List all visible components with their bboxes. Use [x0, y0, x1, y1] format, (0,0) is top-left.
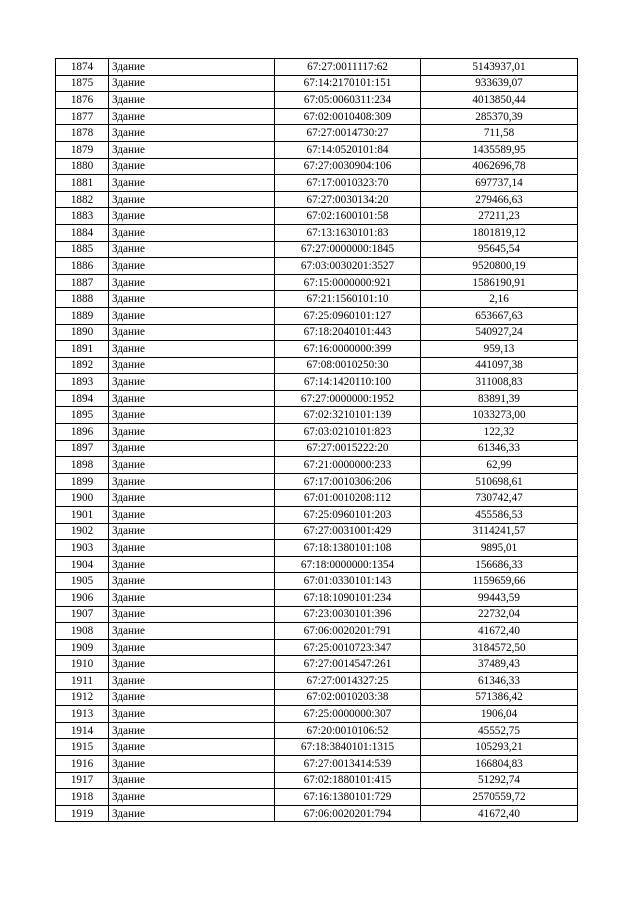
object-type-cell: Здание	[109, 357, 275, 374]
row-number-cell: 1901	[56, 507, 109, 524]
cadastral-number-cell: 67:25:0010723:347	[275, 639, 421, 656]
table-row	[56, 739, 578, 756]
cadastral-value-cell: 2,16	[421, 291, 578, 308]
cadastral-value-cell: 51292,74	[421, 772, 578, 789]
object-type-cell: Здание	[109, 457, 275, 474]
cadastral-value-cell: 571386,42	[421, 689, 578, 706]
row-number-cell: 1911	[56, 672, 109, 689]
table-row	[56, 722, 578, 739]
object-type-cell: Здание	[109, 158, 275, 175]
table-row	[56, 473, 578, 490]
cadastral-number-cell: 67:27:0011117:62	[275, 59, 421, 76]
cadastral-number-cell: 67:21:1560101:10	[275, 291, 421, 308]
cadastral-number-cell: 67:25:0960101:203	[275, 507, 421, 524]
row-number-cell: 1889	[56, 307, 109, 324]
row-number-cell: 1904	[56, 556, 109, 573]
cadastral-number-cell: 67:18:3840101:1315	[275, 739, 421, 756]
cadastral-number-cell: 67:27:0014730:27	[275, 125, 421, 142]
table-row	[56, 523, 578, 540]
table-row	[56, 341, 578, 358]
object-type-cell: Здание	[109, 224, 275, 241]
cadastral-number-cell: 67:21:0000000:233	[275, 457, 421, 474]
table-row	[56, 689, 578, 706]
table-row	[56, 125, 578, 142]
object-type-cell: Здание	[109, 722, 275, 739]
cadastral-number-cell: 67:18:2040101:443	[275, 324, 421, 341]
row-number-cell: 1918	[56, 789, 109, 806]
object-type-cell: Здание	[109, 424, 275, 441]
row-number-cell: 1915	[56, 739, 109, 756]
row-number-cell: 1914	[56, 722, 109, 739]
table-row	[56, 540, 578, 557]
cadastral-number-cell: 67:18:1380101:108	[275, 540, 421, 557]
cadastral-number-cell: 67:02:0010408:309	[275, 108, 421, 125]
cadastral-number-cell: 67:03:0210101:823	[275, 424, 421, 441]
table-row	[56, 556, 578, 573]
row-number-cell: 1898	[56, 457, 109, 474]
table-row	[56, 490, 578, 507]
row-number-cell: 1877	[56, 108, 109, 125]
table-row	[56, 241, 578, 258]
cadastral-value-cell: 45552,75	[421, 722, 578, 739]
cadastral-value-cell: 540927,24	[421, 324, 578, 341]
cadastral-value-cell: 933639,07	[421, 75, 578, 92]
cadastral-value-cell: 61346,33	[421, 440, 578, 457]
table-row	[56, 772, 578, 789]
table-row	[56, 440, 578, 457]
cadastral-number-cell: 67:02:0010203:38	[275, 689, 421, 706]
cadastral-number-cell: 67:18:0000000:1354	[275, 556, 421, 573]
row-number-cell: 1891	[56, 341, 109, 358]
table-row	[56, 457, 578, 474]
row-number-cell: 1906	[56, 590, 109, 607]
table-row	[56, 390, 578, 407]
object-type-cell: Здание	[109, 755, 275, 772]
cadastral-value-cell: 4013850,44	[421, 92, 578, 109]
object-type-cell: Здание	[109, 473, 275, 490]
table-row	[56, 75, 578, 92]
object-type-cell: Здание	[109, 258, 275, 275]
table-row	[56, 590, 578, 607]
row-number-cell: 1875	[56, 75, 109, 92]
cadastral-value-cell: 5143937,01	[421, 59, 578, 76]
table-row	[56, 208, 578, 225]
cadastral-value-cell: 510698,61	[421, 473, 578, 490]
row-number-cell: 1897	[56, 440, 109, 457]
cadastral-value-cell: 95645,54	[421, 241, 578, 258]
object-type-cell: Здание	[109, 689, 275, 706]
table-row	[56, 672, 578, 689]
row-number-cell: 1910	[56, 656, 109, 673]
table-row	[56, 805, 578, 822]
object-type-cell: Здание	[109, 440, 275, 457]
cadastral-value-cell: 156686,33	[421, 556, 578, 573]
cadastral-number-cell: 67:18:1090101:234	[275, 590, 421, 607]
table-row	[56, 755, 578, 772]
registry-table-body	[56, 59, 578, 822]
row-number-cell: 1909	[56, 639, 109, 656]
table-row	[56, 224, 578, 241]
table-row	[56, 141, 578, 158]
cadastral-value-cell: 105293,21	[421, 739, 578, 756]
cadastral-number-cell: 67:17:0010323:70	[275, 175, 421, 192]
row-number-cell: 1916	[56, 755, 109, 772]
cadastral-value-cell: 83891,39	[421, 390, 578, 407]
table-row	[56, 639, 578, 656]
cadastral-number-cell: 67:06:0020201:794	[275, 805, 421, 822]
object-type-cell: Здание	[109, 523, 275, 540]
row-number-cell: 1879	[56, 141, 109, 158]
table-row	[56, 656, 578, 673]
row-number-cell: 1882	[56, 191, 109, 208]
object-type-cell: Здание	[109, 208, 275, 225]
cadastral-value-cell: 1159659,66	[421, 573, 578, 590]
row-number-cell: 1902	[56, 523, 109, 540]
object-type-cell: Здание	[109, 739, 275, 756]
cadastral-number-cell: 67:25:0960101:127	[275, 307, 421, 324]
object-type-cell: Здание	[109, 307, 275, 324]
cadastral-value-cell: 4062696,78	[421, 158, 578, 175]
cadastral-number-cell: 67:27:0014547:261	[275, 656, 421, 673]
cadastral-value-cell: 37489,43	[421, 656, 578, 673]
cadastral-number-cell: 67:23:0030101:396	[275, 606, 421, 623]
cadastral-value-cell: 99443,59	[421, 590, 578, 607]
cadastral-number-cell: 67:02:1880101:415	[275, 772, 421, 789]
object-type-cell: Здание	[109, 274, 275, 291]
table-row	[56, 258, 578, 275]
object-type-cell: Здание	[109, 92, 275, 109]
cadastral-value-cell: 311008,83	[421, 374, 578, 391]
row-number-cell: 1893	[56, 374, 109, 391]
cadastral-value-cell: 653667,63	[421, 307, 578, 324]
object-type-cell: Здание	[109, 540, 275, 557]
table-row	[56, 789, 578, 806]
table-row	[56, 92, 578, 109]
table-row	[56, 357, 578, 374]
table-row	[56, 424, 578, 441]
row-number-cell: 1878	[56, 125, 109, 142]
cadastral-number-cell: 67:15:0000000:921	[275, 274, 421, 291]
cadastral-number-cell: 67:27:0015222:20	[275, 440, 421, 457]
row-number-cell: 1908	[56, 623, 109, 640]
object-type-cell: Здание	[109, 639, 275, 656]
cadastral-value-cell: 1033273,00	[421, 407, 578, 424]
cadastral-value-cell: 9895,01	[421, 540, 578, 557]
object-type-cell: Здание	[109, 175, 275, 192]
object-type-cell: Здание	[109, 141, 275, 158]
cadastral-number-cell: 67:27:0000000:1952	[275, 390, 421, 407]
object-type-cell: Здание	[109, 75, 275, 92]
object-type-cell: Здание	[109, 191, 275, 208]
object-type-cell: Здание	[109, 789, 275, 806]
row-number-cell: 1907	[56, 606, 109, 623]
cadastral-number-cell: 67:27:0013414:539	[275, 755, 421, 772]
row-number-cell: 1874	[56, 59, 109, 76]
row-number-cell: 1887	[56, 274, 109, 291]
object-type-cell: Здание	[109, 590, 275, 607]
cadastral-number-cell: 67:06:0020201:791	[275, 623, 421, 640]
cadastral-number-cell: 67:01:0010208:112	[275, 490, 421, 507]
row-number-cell: 1899	[56, 473, 109, 490]
cadastral-value-cell: 3114241,57	[421, 523, 578, 540]
object-type-cell: Здание	[109, 407, 275, 424]
table-row	[56, 324, 578, 341]
cadastral-value-cell: 41672,40	[421, 805, 578, 822]
cadastral-value-cell: 62,99	[421, 457, 578, 474]
cadastral-number-cell: 67:14:1420110:100	[275, 374, 421, 391]
object-type-cell: Здание	[109, 606, 275, 623]
table-row	[56, 573, 578, 590]
object-type-cell: Здание	[109, 390, 275, 407]
table-row	[56, 175, 578, 192]
cadastral-number-cell: 67:17:0010306:206	[275, 473, 421, 490]
object-type-cell: Здание	[109, 573, 275, 590]
row-number-cell: 1876	[56, 92, 109, 109]
table-row	[56, 706, 578, 723]
object-type-cell: Здание	[109, 772, 275, 789]
cadastral-value-cell: 166804,83	[421, 755, 578, 772]
cadastral-number-cell: 67:27:0000000:1845	[275, 241, 421, 258]
row-number-cell: 1917	[56, 772, 109, 789]
cadastral-value-cell: 1801819,12	[421, 224, 578, 241]
cadastral-value-cell: 122,32	[421, 424, 578, 441]
object-type-cell: Здание	[109, 672, 275, 689]
row-number-cell: 1912	[56, 689, 109, 706]
cadastral-number-cell: 67:02:1600101:58	[275, 208, 421, 225]
cadastral-value-cell: 279466,63	[421, 191, 578, 208]
cadastral-number-cell: 67:25:0000000:307	[275, 706, 421, 723]
cadastral-value-cell: 2570559,72	[421, 789, 578, 806]
row-number-cell: 1883	[56, 208, 109, 225]
row-number-cell: 1896	[56, 424, 109, 441]
cadastral-number-cell: 67:16:0000000:399	[275, 341, 421, 358]
cadastral-number-cell: 67:02:3210101:139	[275, 407, 421, 424]
cadastral-value-cell: 9520800,19	[421, 258, 578, 275]
cadastral-value-cell: 1906,04	[421, 706, 578, 723]
object-type-cell: Здание	[109, 341, 275, 358]
cadastral-number-cell: 67:16:1380101:729	[275, 789, 421, 806]
row-number-cell: 1880	[56, 158, 109, 175]
row-number-cell: 1886	[56, 258, 109, 275]
row-number-cell: 1885	[56, 241, 109, 258]
object-type-cell: Здание	[109, 556, 275, 573]
cadastral-number-cell: 67:01:0330101:143	[275, 573, 421, 590]
cadastral-value-cell: 1435589,95	[421, 141, 578, 158]
table-row	[56, 274, 578, 291]
object-type-cell: Здание	[109, 805, 275, 822]
row-number-cell: 1895	[56, 407, 109, 424]
cadastral-value-cell: 285370,39	[421, 108, 578, 125]
cadastral-number-cell: 67:08:0010250:30	[275, 357, 421, 374]
cadastral-number-cell: 67:14:0520101:84	[275, 141, 421, 158]
object-type-cell: Здание	[109, 623, 275, 640]
table-row	[56, 374, 578, 391]
table-row	[56, 158, 578, 175]
row-number-cell: 1919	[56, 805, 109, 822]
cadastral-value-cell: 61346,33	[421, 672, 578, 689]
row-number-cell: 1888	[56, 291, 109, 308]
table-row	[56, 407, 578, 424]
object-type-cell: Здание	[109, 656, 275, 673]
cadastral-value-cell: 959,13	[421, 341, 578, 358]
object-type-cell: Здание	[109, 125, 275, 142]
table-row	[56, 507, 578, 524]
cadastral-value-cell: 711,58	[421, 125, 578, 142]
table-row	[56, 108, 578, 125]
table-row	[56, 59, 578, 76]
cadastral-value-cell: 441097,38	[421, 357, 578, 374]
cadastral-number-cell: 67:05:0060311:234	[275, 92, 421, 109]
row-number-cell: 1894	[56, 390, 109, 407]
cadastral-number-cell: 67:13:1630101:83	[275, 224, 421, 241]
row-number-cell: 1913	[56, 706, 109, 723]
table-row	[56, 291, 578, 308]
row-number-cell: 1881	[56, 175, 109, 192]
object-type-cell: Здание	[109, 706, 275, 723]
table-row	[56, 191, 578, 208]
cadastral-number-cell: 67:03:0030201:3527	[275, 258, 421, 275]
cadastral-value-cell: 3184572,50	[421, 639, 578, 656]
cadastral-number-cell: 67:27:0030134:20	[275, 191, 421, 208]
cadastral-number-cell: 67:20:0010106:52	[275, 722, 421, 739]
object-type-cell: Здание	[109, 108, 275, 125]
object-type-cell: Здание	[109, 324, 275, 341]
object-type-cell: Здание	[109, 374, 275, 391]
cadastral-value-cell: 730742,47	[421, 490, 578, 507]
cadastral-value-cell: 697737,14	[421, 175, 578, 192]
row-number-cell: 1884	[56, 224, 109, 241]
cadastral-value-cell: 22732,04	[421, 606, 578, 623]
object-type-cell: Здание	[109, 59, 275, 76]
row-number-cell: 1890	[56, 324, 109, 341]
row-number-cell: 1905	[56, 573, 109, 590]
object-type-cell: Здание	[109, 291, 275, 308]
object-type-cell: Здание	[109, 507, 275, 524]
cadastral-number-cell: 67:27:0030904:106	[275, 158, 421, 175]
object-type-cell: Здание	[109, 241, 275, 258]
cadastral-value-cell: 455586,53	[421, 507, 578, 524]
cadastral-value-cell: 1586190,91	[421, 274, 578, 291]
cadastral-value-cell: 27211,23	[421, 208, 578, 225]
row-number-cell: 1900	[56, 490, 109, 507]
object-type-cell: Здание	[109, 490, 275, 507]
registry-table	[55, 58, 578, 822]
row-number-cell: 1892	[56, 357, 109, 374]
table-row	[56, 623, 578, 640]
cadastral-number-cell: 67:14:2170101:151	[275, 75, 421, 92]
cadastral-number-cell: 67:27:0014327:25	[275, 672, 421, 689]
table-row	[56, 307, 578, 324]
cadastral-value-cell: 41672,40	[421, 623, 578, 640]
cadastral-number-cell: 67:27:0031001:429	[275, 523, 421, 540]
table-row	[56, 606, 578, 623]
row-number-cell: 1903	[56, 540, 109, 557]
